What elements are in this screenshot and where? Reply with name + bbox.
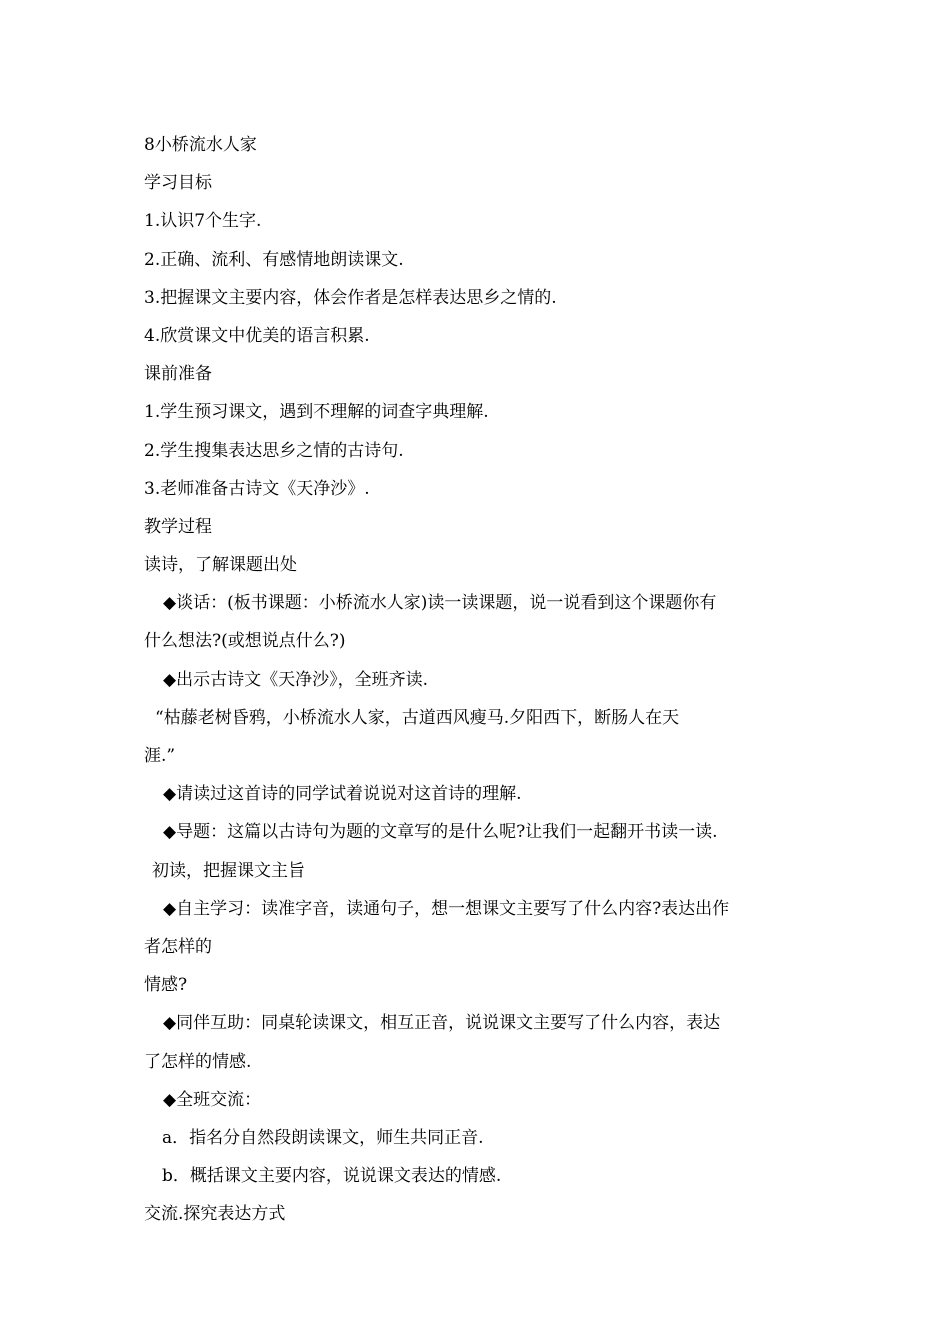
- class-exchange-sub-item: b．概括课文主要内容，说说课文表达的情感.: [162, 1166, 502, 1187]
- class-exchange-sub-item: a．指名分自然段朗读课文，师生共同正音.: [162, 1127, 484, 1148]
- preparation-item: 3.老师准备古诗文《天净沙》.: [144, 478, 370, 499]
- talk-paragraph-line: ◆谈话：(板书课题：小桥流水人家)读一读课题，说一说看到这个课题你有: [163, 593, 717, 614]
- step-title-first-reading: 初读，把握课文主旨: [152, 860, 305, 881]
- step-title-explore-expression: 交流.探究表达方式: [144, 1204, 286, 1225]
- preparation-item: 2.学生搜集表达思乡之情的古诗句.: [144, 440, 404, 461]
- talk-paragraph-line: 什么想法?(或想说点什么?): [144, 631, 346, 652]
- section-heading-process: 教学过程: [144, 516, 212, 537]
- self-study-paragraph-line: 情感?: [144, 975, 188, 996]
- lesson-title: 8小桥流水人家: [144, 135, 257, 155]
- preparation-item: 1.学生预习课文，遇到不理解的词查字典理解.: [144, 402, 489, 423]
- document-body: [144, 126, 814, 1233]
- objective-item: 1.认识7个生字.: [144, 211, 262, 232]
- step-title-read-poem: 读诗，了解课题出处: [144, 555, 297, 576]
- objective-item: 4.欣赏课文中优美的语言积累.: [144, 325, 370, 346]
- show-poem-paragraph: ◆出示古诗文《天净沙》，全班齐读.: [163, 669, 428, 690]
- peer-help-paragraph-line: 了怎样的情感.: [144, 1051, 252, 1072]
- peer-help-paragraph-line: ◆同伴互助：同桌轮读课文，相互正音，说说课文主要写了什么内容，表达: [163, 1013, 721, 1034]
- objective-item: 3.把握课文主要内容，体会作者是怎样表达思乡之情的.: [144, 287, 557, 308]
- poem-quote-line: “枯藤老树昏鸦，小桥流水人家，古道西风瘦马.夕阳西下，断肠人在天: [155, 707, 680, 728]
- section-heading-preparation: 课前准备: [144, 364, 212, 385]
- self-study-paragraph-line: ◆自主学习：读准字音，读通句子，想一想课文主要写了什么内容?表达出作: [163, 898, 730, 919]
- class-exchange-paragraph: ◆全班交流：: [163, 1089, 262, 1110]
- self-study-paragraph-line: 者怎样的: [144, 936, 212, 957]
- ask-paragraph: ◆请读过这首诗的同学试着说说对这首诗的理解.: [163, 784, 522, 805]
- objective-item: 2.正确、流利、有感情地朗读课文.: [144, 249, 404, 270]
- poem-quote-line: 涯.”: [144, 746, 176, 766]
- guide-paragraph: ◆导题：这篇以古诗句为题的文章写的是什么呢?让我们一起翻开书读一读.: [163, 822, 718, 843]
- section-heading-objectives: 学习目标: [144, 173, 212, 194]
